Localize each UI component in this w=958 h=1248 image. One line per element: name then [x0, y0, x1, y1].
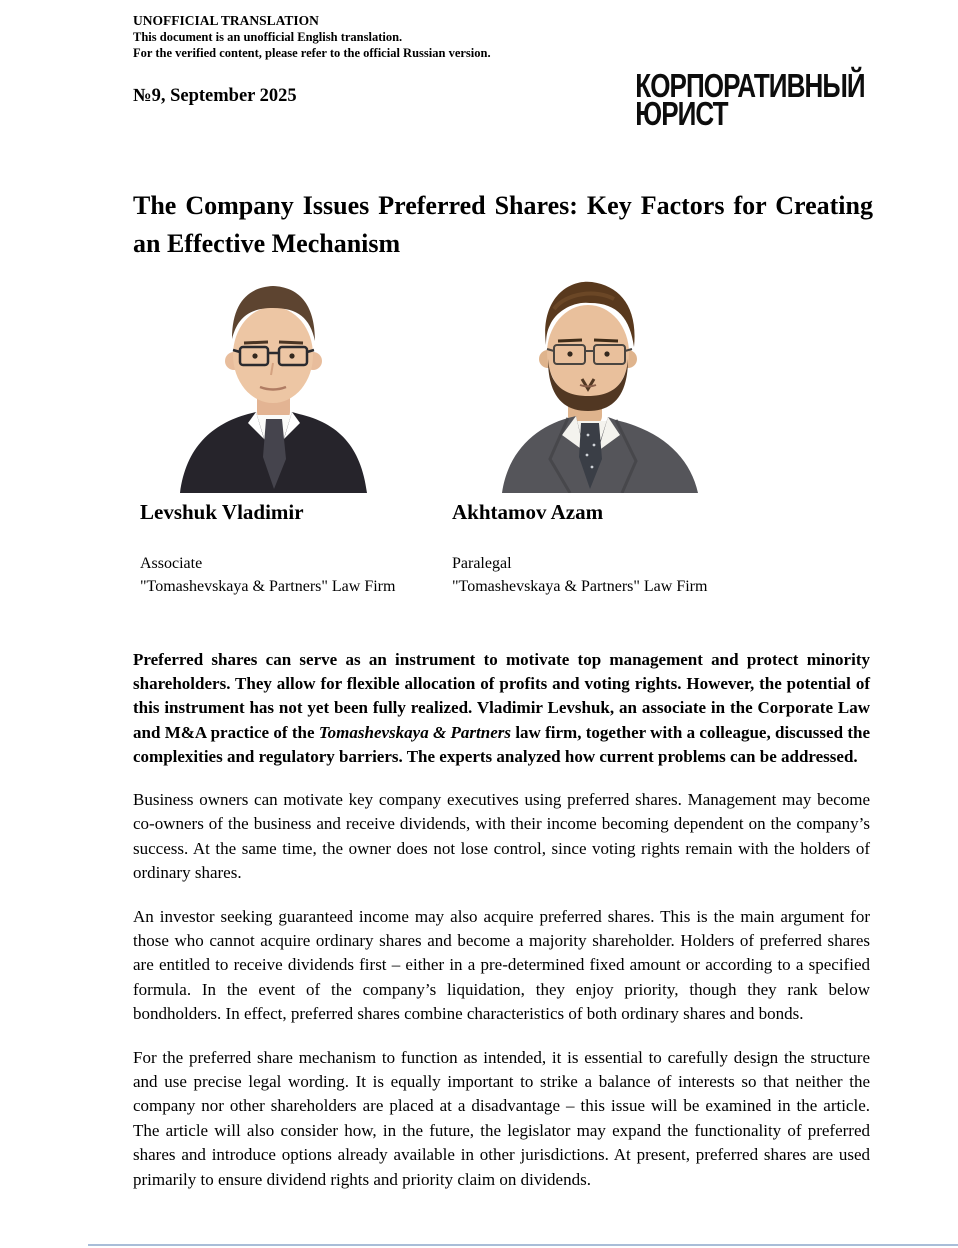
translation-notice-heading: UNOFFICIAL TRANSLATION	[133, 13, 319, 28]
lead-text-before: Preferred shares can serve as an instrument to motivate top management and protect minority shareholders. They allow for flexible allocation of profits and voting rights. However, the potential of this instrument has not yet been fully realized. Vladimir Levshuk, an associate in the Corporate Law and M&A practice of the	[133, 650, 870, 742]
page-bottom-divider	[88, 1244, 958, 1246]
author-name-levshuk: Levshuk Vladimir	[140, 500, 304, 524]
magazine-logo-line2: ЮРИСТ	[635, 95, 728, 133]
author-role: Paralegal	[452, 555, 512, 572]
body-paragraph-3: For the preferred share mechanism to function as intended, it is essential to carefully design the structure and use precise legal wording. It is equally important to strike a balance of interests so that neither the company nor other shareholders are placed at a disadvantage – this issue will be examined in the article. The article will also consider how, in the future, the legislator may expand the functionality of preferred shares and introduce options already available in other jurisdictions. At present, preferred shares are used primarily to ensure dividend rights and priority claim on dividends.	[133, 1047, 870, 1189]
author-photo-levshuk	[152, 263, 395, 493]
article-title: The Company Issues Preferred Shares: Key Factors for Creating an Effective Mechanism	[133, 191, 873, 259]
body-paragraph-2: An investor seeking guaranteed income may also acquire preferred shares. This is the main argument for those who cannot acquire ordinary shares and become a majority shareholder. Holders of preferred shares are entitled to receive dividends first – either in a pre-determined fixed amount or according to a specified formula. In the event of the company’s liquidation, they enjoy priority, though they rank below bondholders. In effect, preferred shares combine characteristics of both ordinary shares and bonds.	[133, 906, 870, 1024]
lead-paragraph	[133, 648, 870, 769]
portrait-levshuk-illustration	[152, 263, 395, 493]
portrait-akhtamov-illustration	[450, 263, 718, 493]
translation-notice	[133, 12, 491, 61]
magazine-logo	[635, 67, 865, 133]
author-photo-akhtamov	[450, 263, 718, 493]
translation-notice-line: For the verified content, please refer to the official Russian version.	[133, 46, 491, 60]
magazine-logo-line1: КОРПОРАТИВНЫЙ	[635, 67, 865, 104]
author-firm: "Tomashevskaya & Partners" Law Firm	[452, 578, 708, 595]
issue-date: №9, September 2025	[133, 86, 297, 106]
translation-notice-line: This document is an unofficial English translation.	[133, 30, 403, 44]
author-meta-akhtamov	[452, 552, 707, 598]
lead-firm-name: Tomashevskaya & Partners	[318, 722, 512, 742]
author-role: Associate	[140, 555, 203, 572]
author-meta-levshuk	[140, 552, 395, 598]
author-name-akhtamov: Akhtamov Azam	[452, 500, 604, 524]
body-paragraph-1: Business owners can motivate key company executives using preferred shares. Management may become co-owners of the business and receive dividends, with their income becoming dependent on the company’s success. At the same time, the owner does not lose control, since voting rights remain with the holders of ordinary shares.	[133, 790, 870, 883]
lead-text-after: law firm, together with a colleague, discussed the complexities and regulatory barriers. The experts analyzed how current problems can be addressed.	[133, 722, 871, 766]
author-firm: "Tomashevskaya & Partners" Law Firm	[140, 578, 396, 595]
article-body	[133, 648, 870, 1192]
